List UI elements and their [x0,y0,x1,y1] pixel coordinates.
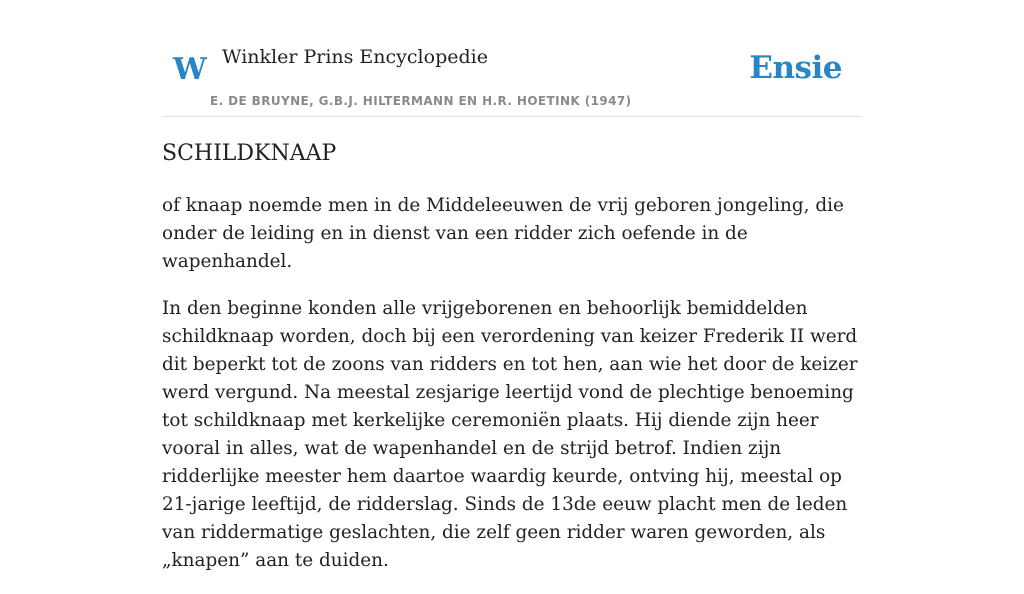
article-body [162,192,862,594]
header [162,0,862,117]
article-paragraph-2: In den beginne konden alle vrijgeborenen en behoorlijk bemiddelden schildknaap worden, doch bij een verordening van keizer Frederik II werd dit beperkt tot de zoons van ridders en tot hen, aan wie het door de keizer werd vergund. Na meestal zesjarige leertijd vond de plechtige benoeming tot schildknaap met kerkelijke ceremoniën plaats. Hij diende zijn heer vooral in alles, wat de wapenhandel en de strijd betrof. Indien zijn ridderlijke meester hem daartoe waardig keurde, ontving hij, meestal op 21-jarige leeftijd, de ridderslag. Sinds de 13de eeuw placht men de leden van riddermatige geslachten, die zelf geen ridder waren geworden, als „knapen” aan te duiden. [162,298,858,571]
publication-authors: E. DE BRUYNE, G.B.J. HILTERMANN EN H.R. HOETINK (1947) [210,94,632,108]
article-headword: SCHILDKNAAP [162,141,337,166]
article-paragraph-1: of knaap noemde men in de Middeleeuwen de vrij geboren jongeling, die onder de leiding en in dienst van een ridder zich oefende in de wapenhandel. [162,195,844,272]
publication-title[interactable]: Winkler Prins Encyclopedie [222,46,488,68]
ensie-logo[interactable]: Ensie [749,50,842,86]
publication-logo-icon[interactable]: W [173,52,207,87]
